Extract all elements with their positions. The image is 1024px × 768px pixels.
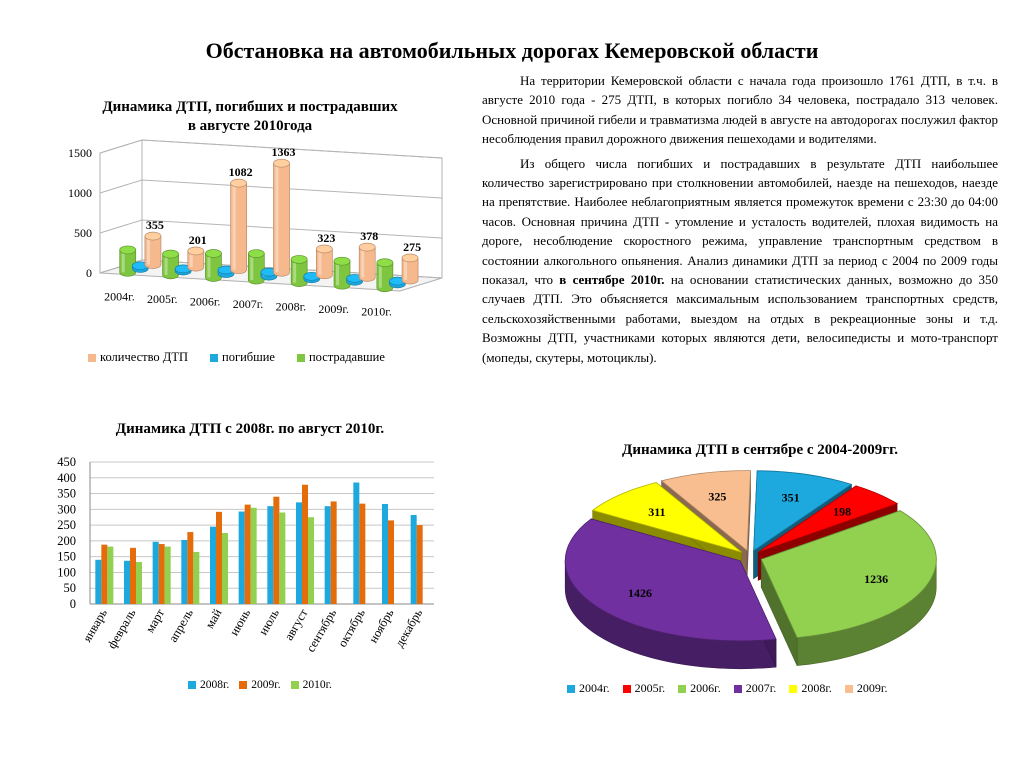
article-paragraph-2 (482, 154, 998, 367)
chart1-legend-item (297, 350, 385, 365)
article-highlight: в сентябре 2010г. (559, 272, 665, 288)
chart3-3d-pie-chart (560, 462, 960, 672)
chart1-title-line2: в августе 2010года (187, 118, 313, 134)
chart1-data-label: 1363 (271, 145, 296, 160)
chart2-xtick: сентябрь (303, 606, 340, 655)
chart3-legend-item (567, 681, 610, 696)
chart1-xtick: 2007г. (232, 297, 264, 311)
chart2-legend-label: 2009г. (251, 679, 281, 691)
chart2-bar-2009 (130, 548, 136, 604)
chart3-title: Динамика ДТП в сентябре с 2004-2009гг. (622, 442, 898, 458)
chart3-data-label: 1426 (627, 585, 652, 600)
chart1-bar-dtp (188, 247, 204, 271)
chart1-title (60, 98, 440, 136)
chart2-ytick: 350 (57, 486, 76, 501)
chart3-legend-swatch (734, 685, 742, 693)
page-title: Обстановка на автомобильных дорогах Кемеровской области (205, 38, 819, 63)
chart2-legend-label: 2008г. (200, 679, 230, 691)
chart1-data-label: 275 (403, 239, 422, 254)
chart1-legend-swatch (88, 354, 96, 362)
chart1-bar-injured (163, 250, 179, 279)
chart3-legend-label: 2009г. (856, 681, 888, 695)
chart3-legend-item (789, 681, 832, 696)
chart3-legend-label: 2007г. (745, 681, 777, 695)
chart1-cylinder-highlight (233, 183, 236, 270)
chart2-bar-2010 (107, 547, 113, 604)
chart1-cylinder-top (188, 247, 204, 255)
chart2-xtick: март (142, 606, 168, 636)
chart2-ytick: 200 (57, 533, 76, 548)
chart2-xtick: июнь (226, 606, 254, 639)
chart1-legend-item (88, 350, 188, 365)
chart1-bar-dtp (274, 159, 290, 276)
chart2-bar-2010 (251, 508, 257, 604)
chart2-bar-2008 (353, 483, 359, 604)
chart2-xtick: август (281, 606, 311, 643)
chart3-legend-item (845, 681, 888, 696)
chart3-data-label: 311 (648, 504, 666, 519)
chart1-title-line1: Динамика ДТП, погибших и пострадавших (102, 99, 398, 115)
chart3-legend (567, 681, 887, 696)
chart1-legend-swatch (210, 354, 218, 362)
chart2-bar-2010 (193, 552, 199, 604)
chart1-data-label: 378 (360, 229, 379, 244)
chart1-cylinder-top (120, 246, 136, 254)
chart1-legend-label: количество ДТП (100, 350, 188, 364)
chart1-cylinder-top (359, 243, 375, 251)
chart1-xtick: 2010г. (361, 304, 392, 319)
chart2-bar-2008 (239, 512, 245, 604)
chart1-xtick: 2009г. (318, 302, 350, 317)
chart1-cylinder-top (145, 232, 161, 240)
chart2-xtick: май (202, 606, 225, 631)
chart1-cylinder-top (248, 250, 264, 258)
article-paragraph-1: На территории Кемеровской области с начала года произошло 1761 ДТП, в т.ч. в августе 2010 года - 275 ДТП, в которых погибло 34 человека, пострадало 313 человек. Основной причиной гибели и травматизма людей в августе на автодорогах послужил фактор несоблюдения правил дорожного движения пешеходами и водителями. (482, 73, 998, 147)
chart2-bar-2009 (273, 497, 279, 604)
chart1-ytick: 1500 (68, 146, 92, 160)
chart1-bar-dtp (316, 245, 332, 279)
chart1-cylinder-top (163, 250, 179, 258)
chart2-ytick: 300 (57, 502, 76, 517)
chart2-xtick: февраль (104, 606, 139, 652)
chart3-legend-label: 2005г. (634, 681, 666, 695)
chart2-bar-2009 (159, 544, 165, 604)
chart1-cylinder-top (274, 159, 290, 167)
chart1-data-label: 323 (317, 230, 336, 245)
article-paragraph-2-end: на основании статистических данных, возможно до 350 случаев ДТП. Это объясняется максимальным использованием транспортных средств, сельскохозяйственными работами, выездом на отдых в рекреационные зоны и т.д. Возможны ДТП, участниками которых являются дети, велосипедисты и мото-транспорт (мопеды, скутеры, мотоциклы). (482, 272, 999, 365)
chart1-legend-label: пострадавшие (308, 350, 385, 364)
chart1-data-label: 201 (188, 233, 207, 248)
chart3-legend-label: 2006г. (690, 681, 721, 695)
chart3-legend-swatch (567, 685, 575, 693)
chart2-legend-item (239, 679, 280, 691)
chart2-xtick: апрель (165, 606, 196, 645)
chart2-bar-2010 (279, 512, 285, 604)
chart2-legend-label: 2010г. (302, 679, 332, 691)
chart2-bar-2009 (245, 505, 251, 604)
chart2-legend-swatch (291, 681, 299, 689)
chart2-bar-2009 (101, 545, 107, 604)
chart1-xtick: 2005г. (146, 291, 178, 306)
chart1-cylinder-highlight (276, 163, 279, 272)
chart1-3d-column-chart (30, 145, 470, 355)
chart2-bar-2008 (210, 527, 216, 604)
chart1-cylinder-highlight (147, 236, 150, 264)
chart2-legend (188, 679, 332, 691)
article-paragraph-2-start: Из общего числа погибших и пострадавших в результате ДТП наибольшее количество зарегистрировано при столкновении автомобилей, наезде на пешеходов, наезде на препятствие. Наиболее неблагоприятным является промежуток времени с 23:30 до 04:00 часов. Основная причина ДТП - утомление и усталость водителей, плохая видимость на дороге, несоблюдение скоростного режима, управление транспортным средством в состоянии алкогольного опьянения. Анализ динамики ДТП за период с 2004 по 2009 годы показал, что (482, 155, 998, 288)
chart1-ytick: 500 (74, 226, 92, 240)
chart1-legend (88, 350, 385, 365)
chart2-bar-2008 (411, 515, 417, 604)
chart1-bar-dtp (231, 179, 247, 274)
chart2-bar-2009 (331, 501, 337, 604)
chart2-bar-2010 (165, 547, 171, 604)
chart2-bar-2008 (181, 540, 187, 604)
chart2-title: Динамика ДТП с 2008г. по август 2010г. (115, 421, 385, 437)
chart3-data-label: 1236 (864, 571, 889, 586)
chart2-legend-swatch (188, 681, 196, 689)
chart2-bar-2008 (124, 561, 130, 604)
chart2-bar-2010 (136, 562, 142, 604)
chart3-legend-label: 2008г. (801, 681, 832, 695)
chart2-ytick: 400 (57, 470, 76, 485)
chart1-data-label: 355 (145, 218, 164, 233)
chart2-bar-2009 (187, 532, 193, 604)
chart3-data-label: 198 (833, 504, 852, 519)
chart2-xtick: октябрь (335, 606, 368, 650)
chart1-bar-injured (334, 257, 350, 289)
chart1-xtick: 2004г. (104, 289, 135, 304)
chart2-xtick: декабрь (392, 606, 426, 650)
chart3-legend-label: 2004г. (579, 681, 610, 695)
chart2-bar-2008 (325, 506, 331, 604)
chart1-bar-dtp (359, 243, 375, 281)
chart1-cylinder-top (291, 255, 307, 263)
chart1-cylinder-highlight (361, 247, 364, 277)
chart1-ytick: 1000 (68, 186, 92, 200)
chart1-ytick: 0 (86, 266, 92, 280)
chart2-bar-2009 (359, 504, 365, 604)
chart1-cylinder-top (377, 259, 393, 267)
chart2-xtick: ноябрь (366, 606, 397, 646)
chart2-bar-2009 (216, 512, 222, 604)
chart3-data-label: 325 (708, 489, 727, 504)
chart2-ytick: 0 (69, 597, 76, 611)
chart2-ytick: 50 (63, 581, 76, 596)
chart3-legend-swatch (789, 685, 797, 693)
chart2-bar-2009 (388, 520, 394, 604)
chart1-cylinder-top (205, 249, 221, 257)
chart3-legend-item (678, 681, 721, 696)
chart3-legend-swatch (678, 685, 686, 693)
chart3-legend-swatch (623, 685, 631, 693)
chart1-bar-dtp (145, 232, 161, 268)
chart2-ytick: 150 (57, 549, 76, 564)
chart2-legend-swatch (239, 681, 247, 689)
chart1-data-label: 1082 (228, 165, 253, 180)
chart2-bar-2008 (267, 506, 273, 604)
chart1-bar-injured (291, 255, 307, 286)
chart2-legend-item (188, 679, 229, 691)
chart2-ytick: 450 (57, 455, 76, 469)
chart2-bar-2008 (382, 504, 388, 604)
chart1-xtick: 2008г. (275, 299, 307, 314)
chart2-bar-2008 (95, 560, 101, 604)
chart3-legend-item (623, 681, 666, 696)
chart2-bar-2009 (302, 485, 308, 604)
chart3-legend-item (734, 681, 777, 696)
chart2-bar-2010 (222, 533, 228, 604)
chart1-bar-injured (120, 246, 136, 276)
chart2-xtick: июль (255, 606, 282, 638)
chart2-bar-2010 (308, 517, 314, 604)
chart1-bar-injured (248, 250, 264, 284)
chart2-ytick: 250 (57, 518, 76, 533)
article-text (482, 71, 998, 372)
chart1-legend-label: погибшие (222, 350, 275, 364)
chart1-cylinder-top (334, 257, 350, 265)
chart2-clustered-column-chart (40, 452, 460, 672)
chart3-data-label: 351 (781, 490, 800, 505)
chart1-legend-item (210, 350, 275, 365)
chart1-bar-dtp (402, 254, 418, 284)
chart1-cylinder-top (402, 254, 418, 262)
chart1-bar-injured (205, 249, 221, 281)
chart1-cylinder-top (231, 179, 247, 187)
chart2-xtick: январь (79, 606, 110, 645)
chart2-ytick: 100 (57, 565, 76, 580)
chart2-legend-item (291, 679, 332, 691)
chart2-bar-2008 (153, 542, 159, 604)
chart1-bar-injured (377, 259, 393, 292)
chart3-legend-swatch (845, 685, 853, 693)
chart1-xtick: 2006г. (189, 294, 221, 309)
chart2-bar-2009 (417, 525, 423, 604)
chart2-bar-2008 (296, 502, 302, 604)
chart1-legend-swatch (297, 354, 305, 362)
chart1-cylinder-top (316, 245, 332, 253)
